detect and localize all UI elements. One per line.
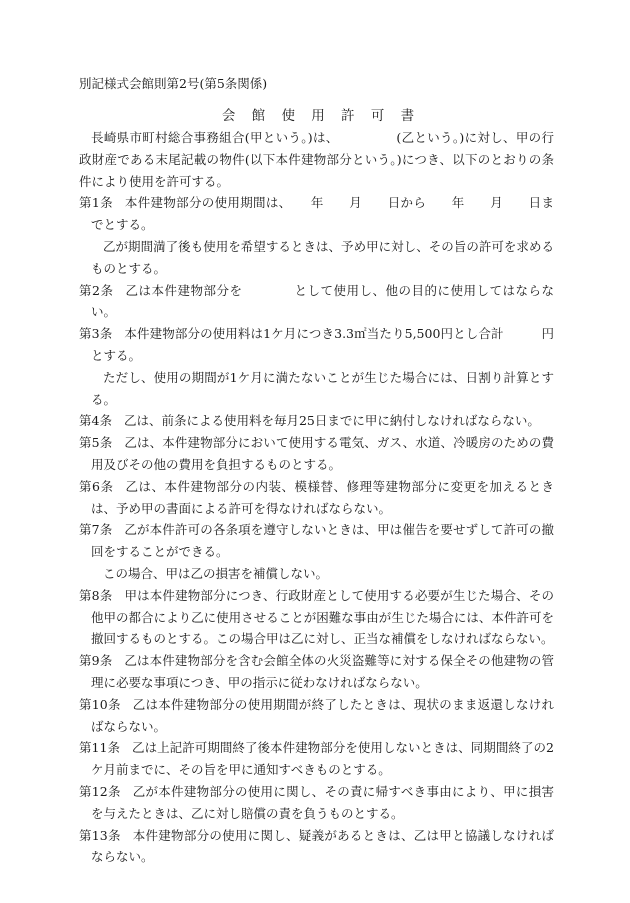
article-1-sub: 乙が期間満了後も使用を希望するときは、予め甲に対し、その旨の許可を求めるものとする。 (91, 238, 554, 276)
article-11 (79, 737, 554, 781)
article-5 (79, 432, 554, 476)
article-text: 本件建物部分の使用期間は、 年 月 日から 年 月 日までとする。 (91, 195, 554, 233)
article-text: 甲は本件建物部分につき、行政財産として使用する必要が生じた場合、その他甲の都合により乙に使用させることが困難な事由が生じた場合には、本件許可を撤回するものとする。この場合甲は乙に対し、正当な補償をしなければならない。 (91, 587, 554, 647)
article-1 (79, 192, 554, 236)
article-number: 第12条 (79, 783, 121, 799)
article-13 (79, 825, 554, 869)
article-9 (79, 650, 554, 694)
article-text: 乙は上記許可期間終了後本件建物部分を使用しないときは、同期間終了の2ケ月前までに、その旨を甲に通知すべきものとする。 (91, 740, 554, 778)
article-number: 第2条 (79, 282, 114, 298)
article-7 (79, 519, 554, 563)
article-number: 第8条 (79, 587, 113, 603)
article-text: 乙は本件建物部分を として使用し、他の目的に使用してはならない。 (91, 282, 554, 320)
article-6 (79, 476, 554, 520)
article-3-sub: ただし、使用の期間が1ケ月に満たないことが生じた場合には、日割り計算とする。 (91, 369, 554, 407)
article-2 (79, 280, 554, 324)
article-number: 第6条 (79, 478, 114, 494)
article-text: 乙は本件建物部分の使用期間が終了したときは、現状のまま返還しなければならない。 (91, 696, 554, 734)
article-number: 第7条 (79, 522, 113, 538)
article-8 (79, 585, 554, 650)
intro-paragraph: 長崎県市町村総合事務組合(甲という。)は、 (乙という。)に対し、甲の行政財産である末尾記載の物件(以下本件建物部分という。)につき、以下のとおりの条件により使用を許可する。 (79, 130, 554, 189)
article-number: 第9条 (79, 653, 113, 669)
article-number: 第5条 (79, 435, 113, 451)
article-number: 第11条 (79, 740, 121, 756)
form-label: 別記様式会館則第2号(第5条関係) (79, 76, 268, 91)
article-10 (79, 694, 554, 738)
article-number: 第4条 (79, 413, 112, 429)
article-text: 本件建物部分の使用料は1ケ月につき3.3㎡当たり5,500円とし合計 円とする。 (91, 326, 555, 363)
article-text: 乙は本件建物部分を含む会館全体の火災盗難等に対する保全その他建物の管理に必要な事項につき、甲の指示に従わなければならない。 (91, 653, 554, 690)
article-4 (79, 410, 554, 432)
article-12 (79, 781, 554, 825)
article-text: 乙は、本件建物部分の内装、模様替、修理等建物部分に変更を加えるときは、予め甲の書面による許可を得なければならない。 (91, 478, 554, 516)
article-text: 乙は、前条による使用料を毎月25日までに甲に納付しなければならない。 (123, 413, 540, 429)
article-3 (79, 323, 554, 367)
article-number: 第3条 (79, 326, 113, 342)
document-title: 会 館 使 用 許 可 書 (221, 108, 421, 124)
document-body (79, 127, 554, 868)
article-text: 乙が本件建物部分の使用に関し、その責に帰すべき事由により、甲に損害を与えたときは、乙に対し賠償の責を負うものとする。 (91, 783, 554, 821)
article-number: 第10条 (79, 696, 121, 712)
article-text: 乙が本件許可の各条項を遵守しないときは、甲は催告を要せずして許可の撤回をすることができる。 (91, 522, 554, 560)
article-text: 本件建物部分の使用に関し、疑義があるときは、乙は甲と協議しなければならない。 (91, 827, 554, 865)
article-7-sub: この場合、甲は乙の損害を補償しない。 (103, 565, 329, 581)
article-number: 第1条 (79, 195, 113, 211)
article-number: 第13条 (79, 827, 121, 843)
article-text: 乙は、本件建物部分において使用する電気、ガス、水道、冷暖房のための費用及びその他の費用を負担するものとする。 (91, 435, 554, 472)
